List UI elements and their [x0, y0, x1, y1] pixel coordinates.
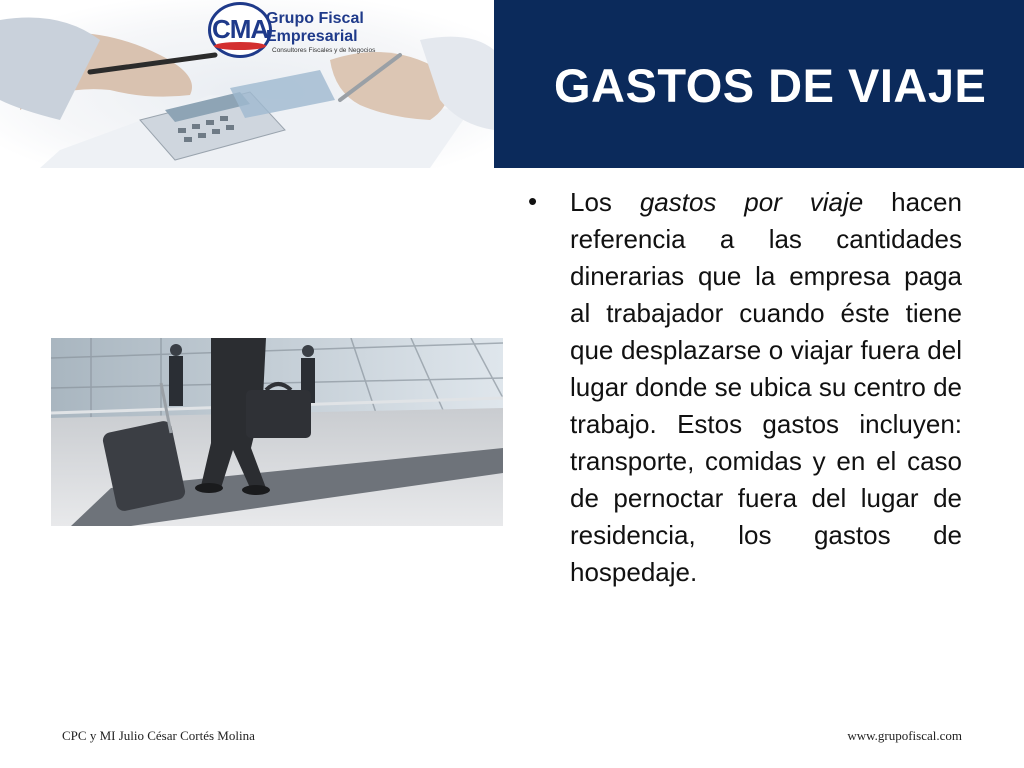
- footer-author: CPC y MI Julio César Cortés Molina: [62, 728, 255, 743]
- bullet-text-rest: hacen referencia a las cantidades dinerarias que la empresa paga al trabajador cuando éste tiene que desplazarse o viajar fuera del lugar donde se ubica su centro de trabajo. Estos gastos incluyen: transporte, comidas y en el caso de pernoctar fuera del lugar de residencia, los gastos de hospedaje.: [570, 187, 962, 587]
- logo-tagline: Consultores Fiscales y de Negocios: [272, 47, 376, 54]
- slide-title: GASTOS DE VIAJE: [554, 59, 987, 112]
- airport-traveler-illustration: [51, 338, 503, 526]
- bullet-text-emphasis: gastos por viaje: [639, 187, 864, 217]
- travel-photo-airport: [51, 338, 503, 526]
- bullet-text-start: Los: [570, 187, 640, 217]
- bullet-paragraph: [570, 184, 962, 591]
- footer-website: www.grupofiscal.com: [847, 728, 962, 743]
- logo-name-line2: Empresarial: [266, 28, 358, 45]
- logo-mark: CMA: [212, 14, 269, 44]
- bullet-marker: •: [528, 186, 538, 216]
- logo-name-line1: Grupo Fiscal: [266, 10, 364, 27]
- title-banner: [494, 0, 1024, 168]
- company-logo: [208, 2, 380, 58]
